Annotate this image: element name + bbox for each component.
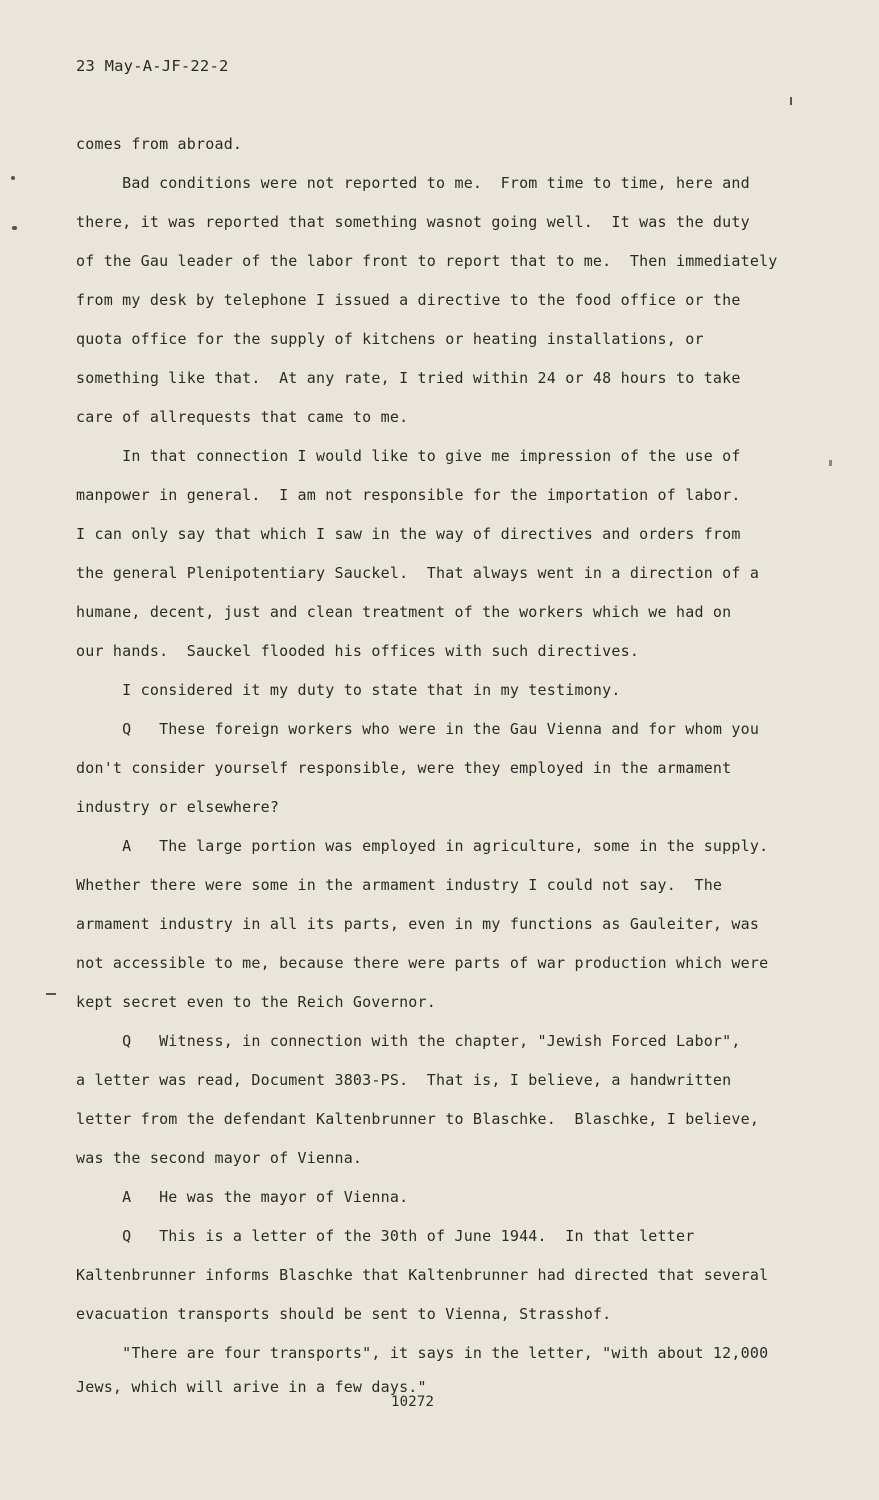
page-header: 23 May-A-JF-22-2 <box>76 57 229 75</box>
text-line: Kaltenbrunner informs Blaschke that Kaltenbrunner had directed that several <box>76 1266 769 1284</box>
text-line: evacuation transports should be sent to Vienna, Strasshof. <box>76 1305 612 1323</box>
text-line: something like that. At any rate, I tried within 24 or 48 hours to take <box>76 369 741 387</box>
text-line: In that connection I would like to give me impression of the use of <box>76 447 741 465</box>
scan-mark <box>12 226 17 230</box>
text-line: our hands. Sauckel flooded his offices with such directives. <box>76 642 640 660</box>
text-line: of the Gau leader of the labor front to report that to me. Then immediately <box>76 252 778 270</box>
text-line: industry or elsewhere? <box>76 798 280 816</box>
text-line: quota office for the supply of kitchens or heating installations, or <box>76 330 704 348</box>
scan-mark <box>11 176 15 180</box>
text-line: I can only say that which I saw in the way of directives and orders from <box>76 525 741 543</box>
text-line: from my desk by telephone I issued a directive to the food office or the <box>76 291 741 309</box>
text-line: humane, decent, just and clean treatment of the workers which we had on <box>76 603 732 621</box>
text-line: Jews, which will arive in a few days." <box>76 1378 427 1396</box>
text-line: was the second mayor of Vienna. <box>76 1149 363 1167</box>
text-line: Q This is a letter of the 30th of June 1944. In that letter <box>76 1227 695 1245</box>
text-line: armament industry in all its parts, even in my functions as Gauleiter, was <box>76 915 760 933</box>
text-line: don't consider yourself responsible, were they employed in the armament <box>76 759 732 777</box>
text-line: "There are four transports", it says in the letter, "with about 12,000 <box>76 1344 769 1362</box>
scan-mark <box>46 993 56 995</box>
text-line: A He was the mayor of Vienna. <box>76 1188 409 1206</box>
text-line: Q These foreign workers who were in the Gau Vienna and for whom you <box>76 720 760 738</box>
text-line: letter from the defendant Kaltenbrunner to Blaschke. Blaschke, I believe, <box>76 1110 760 1128</box>
text-line: kept secret even to the Reich Governor. <box>76 993 436 1011</box>
text-line: Q Witness, in connection with the chapter, "Jewish Forced Labor", <box>76 1032 741 1050</box>
text-line: not accessible to me, because there were parts of war production which were <box>76 954 769 972</box>
text-line: there, it was reported that something wasnot going well. It was the duty <box>76 213 750 231</box>
text-line: the general Plenipotentiary Sauckel. That always went in a direction of a <box>76 564 760 582</box>
text-line: manpower in general. I am not responsible for the importation of labor. <box>76 486 741 504</box>
page-number: 10272 <box>391 1394 435 1410</box>
text-line: care of allrequests that came to me. <box>76 408 409 426</box>
text-line: comes from abroad. <box>76 135 243 153</box>
text-line: I considered it my duty to state that in my testimony. <box>76 681 621 699</box>
text-line: Bad conditions were not reported to me. From time to time, here and <box>76 174 750 192</box>
text-line: Whether there were some in the armament industry I could not say. The <box>76 876 723 894</box>
scan-mark <box>790 97 792 105</box>
text-line: a letter was read, Document 3803-PS. That is, I believe, a handwritten <box>76 1071 732 1089</box>
scan-mark <box>829 460 832 466</box>
text-line: A The large portion was employed in agriculture, some in the supply. <box>76 837 769 855</box>
